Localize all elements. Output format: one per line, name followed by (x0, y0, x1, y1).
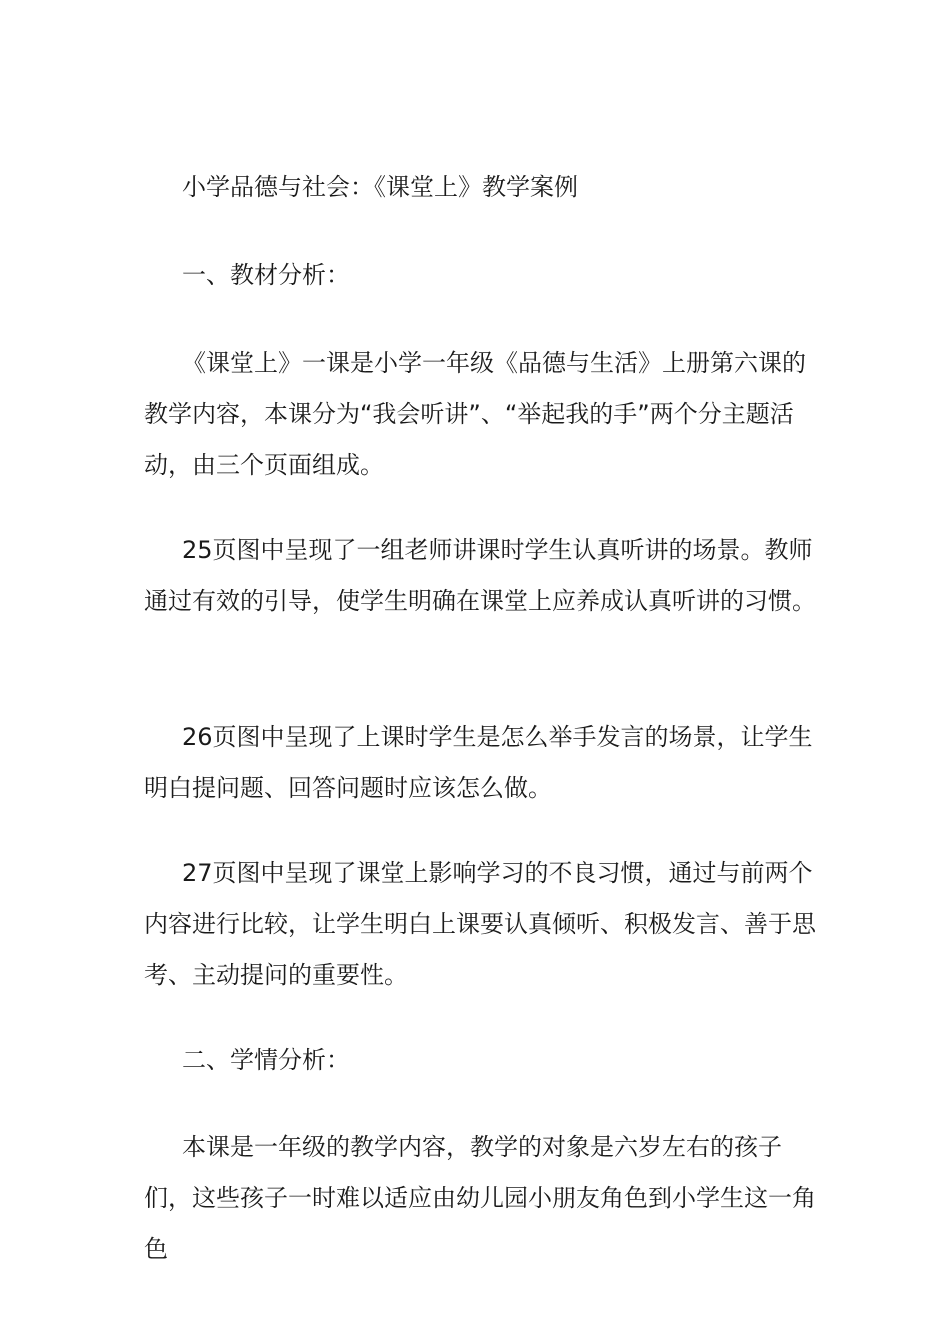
section-heading-textbook-analysis: 一、教材分析： (182, 261, 350, 289)
paragraph-page-25: 25页图中呈现了一组老师讲课时学生认真听讲的场景。教师通过有效的引导，使学生明确在课堂上应养成认真听讲的习惯。 (144, 536, 816, 615)
document-title: 小学品德与社会：《课堂上》教学案例 (182, 173, 578, 201)
section-heading-student-analysis: 二、学情分析： (182, 1046, 350, 1074)
paragraph-page-26: 26页图中呈现了上课时学生是怎么举手发言的场景，让学生明白提问题、回答问题时应该怎么做。 (144, 723, 813, 802)
paragraph-lesson-overview: 《课堂上》一课是小学一年级《品德与生活》上册第六课的教学内容，本课分为“我会听讲”、“举起我的手”两个分主题活动，由三个页面组成。 (144, 349, 806, 479)
paragraph-student-analysis: 本课是一年级的教学内容，教学的对象是六岁左右的孩子们，这些孩子一时难以适应由幼儿园小朋友角色到小学生这一角色 (144, 1133, 816, 1263)
paragraph-page-27: 27页图中呈现了课堂上影响学习的不良习惯，通过与前两个内容进行比较，让学生明白上课要认真倾听、积极发言、善于思考、主动提问的重要性。 (144, 859, 816, 989)
